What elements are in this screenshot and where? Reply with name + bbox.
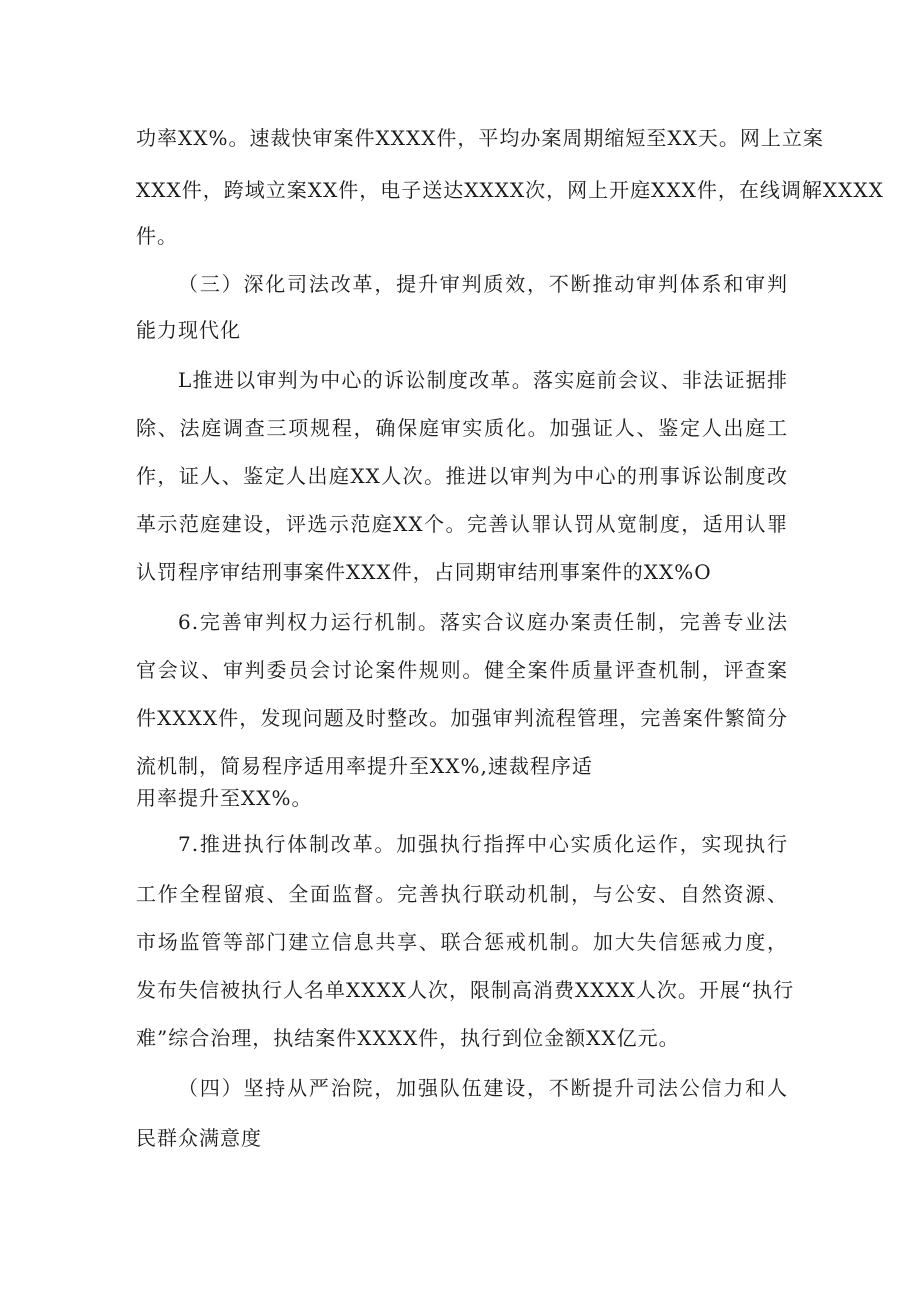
section-heading-line: 能力现代化 <box>136 318 241 342</box>
text-line: XXX件，跨域立案XX件，电子送达XXXX次，网上开庭XXX件，在线调解XXXX <box>136 178 884 202</box>
section-heading-line: 民群众满意度 <box>136 1126 262 1150</box>
section-heading-line: （三）深化司法改革，提升审判质效，不断推动审判体系和审判 <box>178 272 788 296</box>
text-line: 件。 <box>136 224 178 248</box>
text-line: 难”综合治理，执结案件XXXX件，执行到位金额XX亿元。 <box>136 1026 680 1050</box>
text-line: 革示范庭建设，评选示范庭XX个。完善认罪认罚从宽制度，适用认罪 <box>136 512 788 536</box>
text-line: 7.推进执行体制改革。加强执行指挥中心实质化运作，实现执行 <box>178 832 788 856</box>
text-line: 发布失信被执行人名单XXXX人次，限制高消费XXXX人次。开展“执行 <box>136 978 795 1002</box>
section-heading-line: （四）坚持从严治院，加强队伍建设，不断提升司法公信力和人 <box>178 1076 788 1100</box>
text-line: 功率XX%。速裁快审案件XXXX件，平均办案周期缩短至XX天。网上立案 <box>136 126 824 150</box>
text-line: 6.完善审判权力运行机制。落实合议庭办案责任制，完善专业法 <box>178 610 788 634</box>
text-line: 用率提升至XX%。 <box>136 786 313 810</box>
text-line: 件XXXX件，发现问题及时整改。加强审判流程管理，完善案件繁简分 <box>136 706 788 730</box>
text-line: 认罚程序审结刑事案件XXX件，占同期审结刑事案件的XX%O <box>136 560 712 584</box>
text-line: L推进以审判为中心的诉讼制度改革。落实庭前会议、非法证据排 <box>178 368 788 392</box>
text-line: 工作全程留痕、全面监督。完善执行联动机制，与公安、自然资源、 <box>136 882 788 906</box>
text-line: 市场监管等部门建立信息共享、联合惩戒机制。加大失信惩戒力度， <box>136 930 788 954</box>
text-line: 作，证人、鉴定人出庭XX人次。推进以审判为中心的刑事诉讼制度改 <box>136 464 788 488</box>
text-line: 流机制，简易程序适用率提升至XX%,速裁程序适 <box>136 754 593 778</box>
text-line: 官会议、审判委员会讨论案件规则。健全案件质量评查机制，评查案 <box>136 658 788 682</box>
text-line: 除、法庭调查三项规程，确保庭审实质化。加强证人、鉴定人出庭工 <box>136 416 788 440</box>
